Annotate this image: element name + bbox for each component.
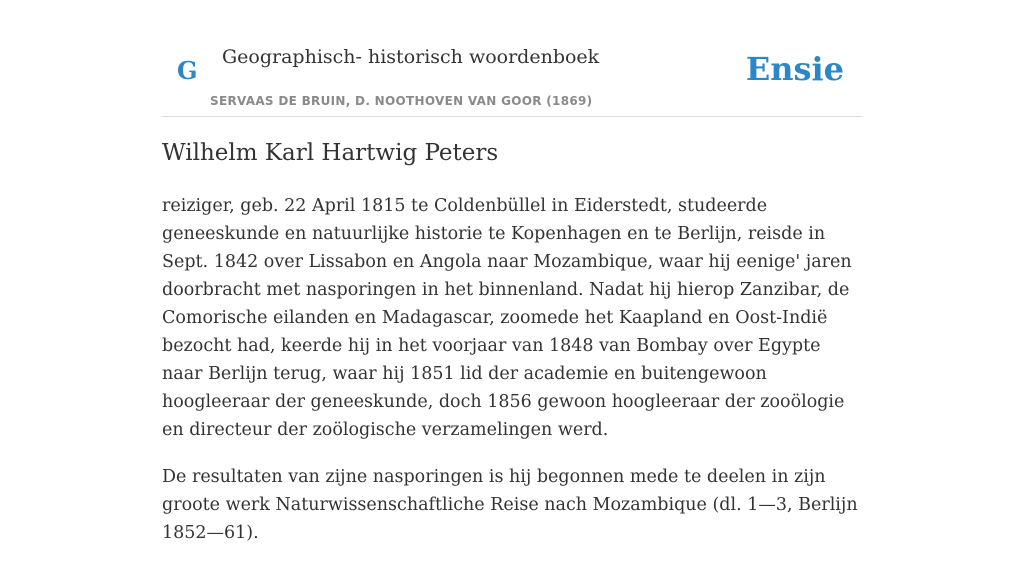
source-book-title[interactable]: Geographisch- historisch woordenboek: [222, 46, 600, 68]
entry-paragraph: reiziger, geb. 22 April 1815 te Coldenbüllel in Eiderstedt, studeerde geneeskunde en natuurlijke historie te Kopenhagen en te Berlijn, reisde in Sept. 1842 over Lissabon en Angola naar Mozambique, waar hij eenige' jaren doorbracht met nasporingen in het binnenland. Nadat hij hierop Zanzibar, de Comorische eilanden en Madagascar, zoomede het Kaapland en Oost-Indië bezocht had, keerde hij in het voorjaar van 1848 van Bombay over Egypte naar Berlijn terug, waar hij 1851 lid der academie en buitengewoon hoogleeraar der geneeskunde, doch 1856 gewoon hoogleeraar der zooölogie en directeur der zoölogische verzamelingen werd.: [162, 196, 852, 440]
ensie-brand-logo[interactable]: Ensie: [745, 50, 844, 88]
entry-body: [162, 192, 866, 566]
entry-paragraph: De resultaten van zijne nasporingen is hij begonnen mede te deelen in zijn groote werk Naturwissenschaftliche Reise nach Mozambique (dl. 1—3, Berlijn 1852—61).: [162, 467, 858, 543]
entry-title: Wilhelm Karl Hartwig Peters: [162, 140, 499, 166]
source-book-authors: SERVAAS DE BRUIN, D. NOOTHOVEN VAN GOOR (1869): [210, 94, 593, 108]
source-header: [162, 40, 862, 117]
source-logo[interactable]: G: [177, 56, 198, 85]
